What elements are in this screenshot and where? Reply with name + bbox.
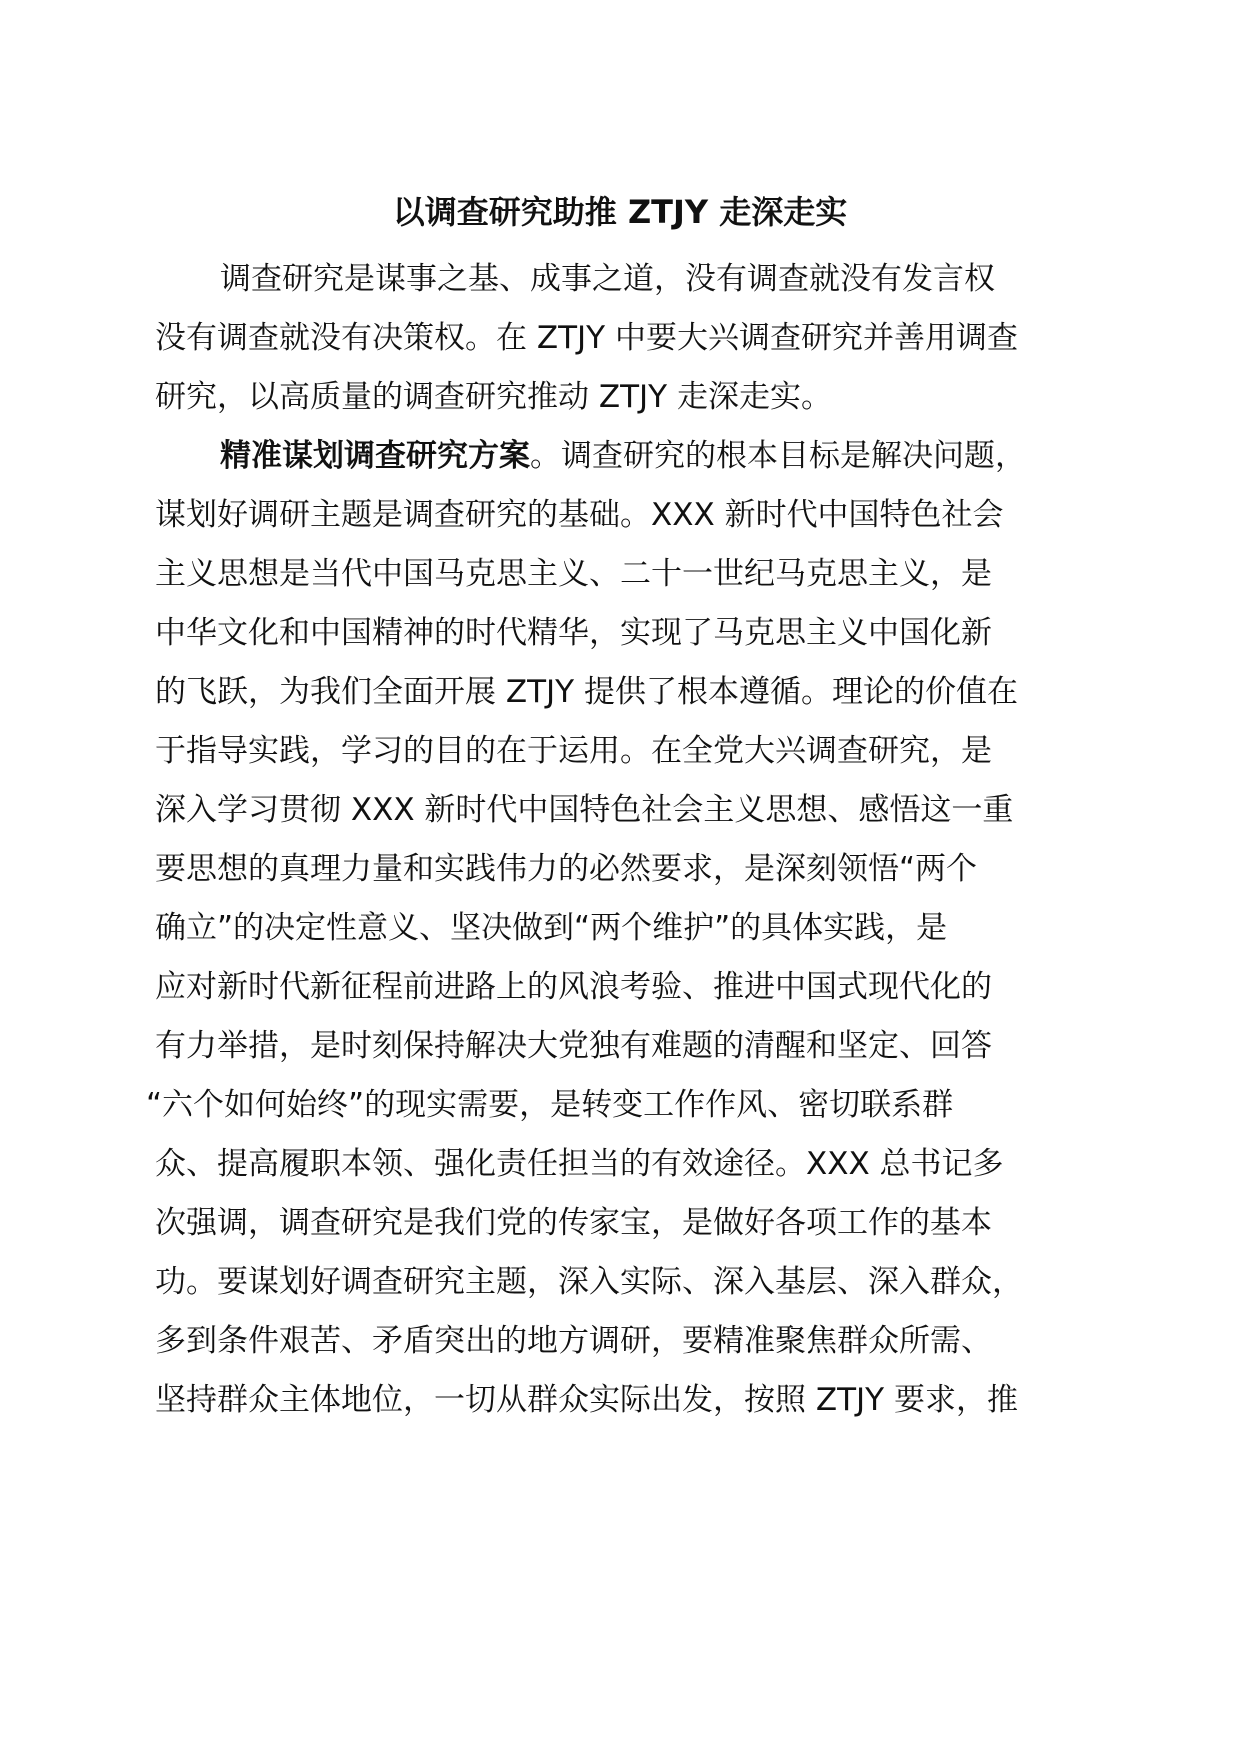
line-text: 功。要谋划好调查研究主题，深入实际、深入基层、深入群众， [155, 1264, 1023, 1300]
line-text: 众、提高履职本领、强化责任担当的有效途径。XXX 总书记多 [155, 1146, 1004, 1182]
line-text: 要思想的真理力量和实践伟力的必然要求，是深刻领悟“两个 [155, 851, 978, 887]
paragraph-line [155, 1190, 992, 1256]
paragraph-line [155, 1131, 1004, 1197]
line-text: 于指导实践，学习的目的在于运用。在全党大兴调查研究，是 [155, 733, 992, 769]
paragraph-line [155, 600, 992, 666]
line-text: 坚持群众主体地位，一切从群众实际出发，按照 ZTJY 要求，推 [155, 1382, 1018, 1418]
document-title: 以调查研究助推 ZTJY 走深走实 [392, 193, 848, 231]
line-text: 没有调查就没有决策权。在 ZTJY 中要大兴调查研究并善用调查 [155, 320, 1018, 356]
paragraph-line [155, 1308, 992, 1374]
line-text: 深入学习贯彻 XXX 新时代中国特色社会主义思想、感悟这一重 [155, 792, 1014, 828]
line-text: 多到条件艰苦、矛盾突出的地方调研，要精准聚焦群众所需、 [155, 1323, 992, 1359]
line-text: 谋划好调研主题是调查研究的基础。XXX 新时代中国特色社会 [155, 497, 1004, 533]
paragraph-line [155, 541, 992, 607]
paragraph-line [155, 1013, 992, 1079]
line-text: 研究，以高质量的调查研究推动 ZTJY 走深走实。 [155, 379, 832, 415]
paragraph-line [155, 305, 1018, 371]
paragraph-line [155, 1249, 1023, 1315]
paragraph-line [155, 364, 832, 430]
paragraph-line [220, 423, 1026, 489]
paragraph-line [155, 777, 1013, 843]
line-text: 。调查研究的根本目标是解决问题， [530, 438, 1026, 474]
paragraph-line [155, 718, 992, 784]
line-text: 调查研究是谋事之基、成事之道，没有调查就没有发言权 [220, 261, 995, 297]
paragraph-line [155, 954, 992, 1020]
line-text: 的飞跃，为我们全面开展 ZTJY 提供了根本遵循。理论的价值在 [155, 674, 1018, 710]
paragraph-line [155, 482, 1004, 548]
line-text: “六个如何始终”的现实需要，是转变工作作风、密切联系群 [146, 1087, 954, 1123]
paragraph-line [155, 659, 1018, 725]
paragraph-line [146, 1072, 953, 1138]
paragraph-line [155, 895, 947, 961]
section-heading: 精准谋划调查研究方案 [220, 438, 530, 474]
line-text: 主义思想是当代中国马克思主义、二十一世纪马克思主义，是 [155, 556, 992, 592]
paragraph-line [155, 1367, 1018, 1433]
line-text: 有力举措，是时刻保持解决大党独有难题的清醒和坚定、回答 [155, 1028, 992, 1064]
line-text: 确立”的决定性意义、坚决做到“两个维护”的具体实践，是 [155, 910, 948, 946]
line-text: 应对新时代新征程前进路上的风浪考验、推进中国式现代化的 [155, 969, 992, 1005]
paragraph-line [155, 836, 977, 902]
paragraph-line [220, 246, 995, 312]
line-text: 中华文化和中国精神的时代精华，实现了马克思主义中国化新 [155, 615, 992, 651]
line-text: 次强调，调查研究是我们党的传家宝，是做好各项工作的基本 [155, 1205, 992, 1241]
